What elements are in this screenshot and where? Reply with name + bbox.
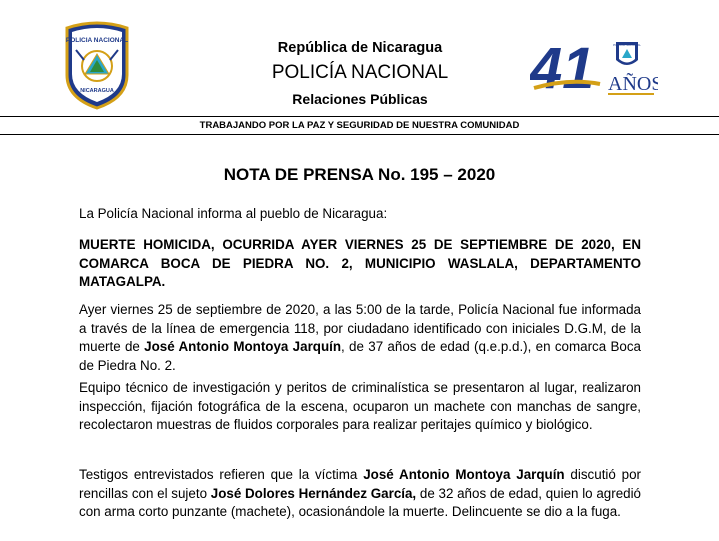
anniversary-word: AÑOS — [608, 73, 658, 95]
anniversary-41-logo — [530, 38, 658, 100]
paragraph-2: Equipo técnico de investigación y peritos de criminalística se presentaron al lugar, realizaron inspección, fijación fotográfica de la escena, ocuparon un machete con manchas de sangre, recolectaron muestras de fluidos corporales para realizar peritajes químico y biológico. — [79, 380, 641, 432]
mini-badge-text: POLICIA NACIONAL — [613, 43, 641, 47]
header-rule-top — [0, 116, 719, 117]
logo-top-text: POLICIA NACIONAL — [65, 37, 129, 44]
p1-text-c: , de 37 años de edad (q.e.p.d.), en comarca Boca de Piedra No. 2. — [79, 339, 641, 373]
motto: TRABAJANDO POR LA PAZ Y SEGURIDAD DE NUESTRA COMUNIDAD — [199, 120, 520, 131]
logo-bottom-text: NICARAGUA — [80, 88, 114, 94]
anniversary-number: 41 — [530, 38, 595, 100]
suspect-name: José Dolores Hernández García, — [210, 485, 417, 501]
victim-name-2: José Antonio Montoya Jarquín — [363, 467, 565, 482]
republic-heading: República de Nicaragua — [277, 40, 443, 56]
paragraph-3 — [79, 466, 641, 522]
p3-text-e: de 32 años de edad, quien lo agredió con arma corto punzante (machete), ocasionándole la muerte. Delincuente se dio a la fuga. — [79, 485, 642, 519]
victim-name: José Antonio Montoya Jarquín — [144, 339, 342, 354]
police-badge-logo — [62, 20, 132, 110]
p3-text-a: Testigos entrevistados refieren que la víctima — [79, 467, 364, 482]
headline-paragraph: MUERTE HOMICIDA, OCURRIDA AYER VIERNES 25 DE SEPTIEMBRE DE 2020, EN COMARCA BOCA DE PIEDRA NO. 2, MUNICIPIO WASLALA, DEPARTAMENTO MATAGALPA. — [79, 237, 641, 289]
p1-text-a: Ayer viernes 25 de septiembre de 2020, a las 5:00 de la tarde, Policía Nacional fue informada a través de la línea de emergencia 118, por ciudadano identificado con iniciales D.G.M, de la muerte de — [79, 302, 641, 354]
department-heading: Relaciones Públicas — [292, 91, 428, 107]
institution-heading: POLICÍA NACIONAL — [271, 62, 449, 83]
header-rule-bottom — [0, 134, 719, 135]
press-release-title: NOTA DE PRENSA No. 195 – 2020 — [223, 165, 496, 184]
paragraph-1 — [79, 301, 641, 375]
p3-text-c: discutió por rencillas con el sujeto — [79, 467, 641, 501]
intro-paragraph: La Policía Nacional informa al pueblo de Nicaragua: — [79, 206, 388, 221]
